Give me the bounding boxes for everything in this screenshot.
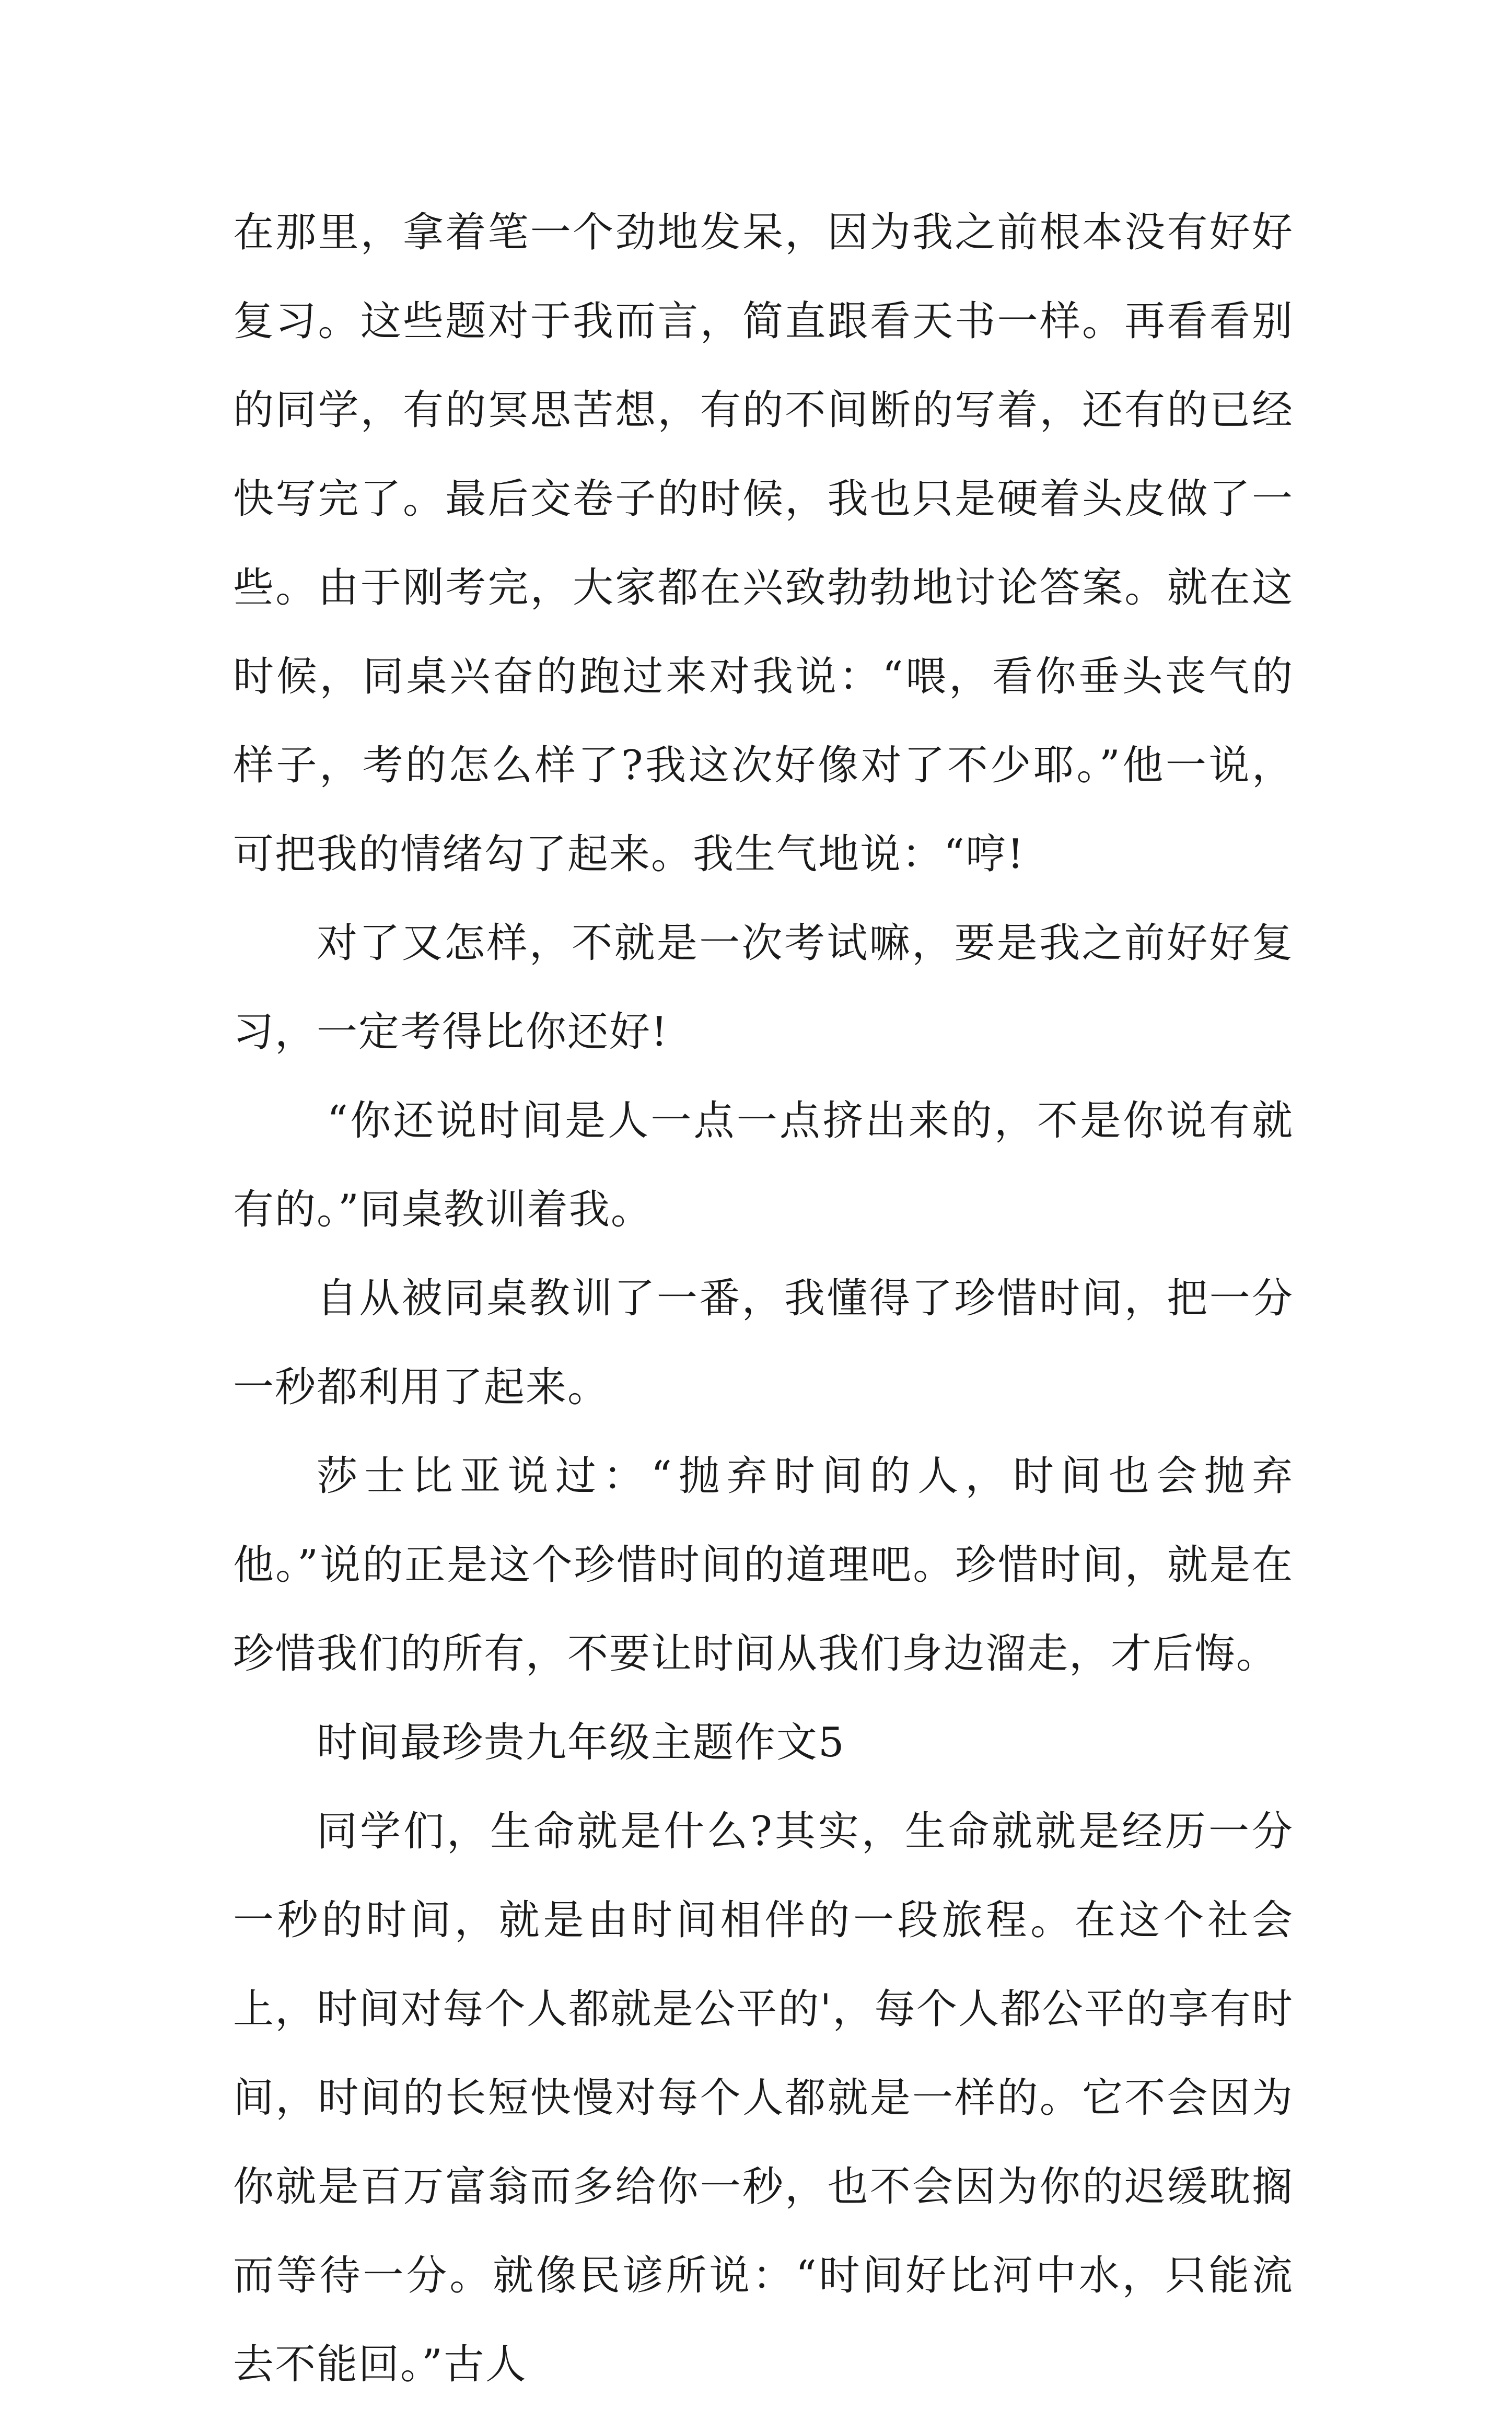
paragraph-deskmate-lecture: “你还说时间是人一点一点挤出来的，不是你说有就有的。”同桌教训着我。: [233, 1097, 1294, 1233]
paragraph-life-and-time: 同学们，生命就是什么?其实，生命就就是经历一分一秒的时间，就是由时间相伴的一段旅程。在这个社会上，时间对每个人都就是公平的'，每个人都公平的享有时间，时间的长短快慢对每个人都就是一样的。它不会因为你就是百万富翁而多给你一秒，也不会因为你的迟缓耽搁而等待一分。就像民谚所说：“时间好比河中水，只能流去不能回。”古人: [233, 1808, 1294, 2388]
essay-section-heading: 时间最珍贵九年级主题作文5: [317, 1719, 845, 1766]
paragraph-shakespeare-quote: 莎士比亚说过：“抛弃时间的人，时间也会抛弃他。”说的正是这个珍惜时间的道理吧。珍惜时间，就是在珍惜我们的所有，不要让时间从我们身边溜走，才后悔。: [233, 1453, 1294, 1677]
paragraph-retort: 对了又怎样，不就是一次考试嘛，要是我之前好好复习，一定考得比你还好!: [233, 920, 1294, 1056]
paragraph-lesson-learned: 自从被同桌教训了一番，我懂得了珍惜时间，把一分一秒都利用了起来。: [233, 1275, 1294, 1411]
paragraph-exam-story: 在那里，拿着笔一个劲地发呆，因为我之前根本没有好好复习。这些题对于我而言，简直跟看天书一样。再看看别的同学，有的冥思苦想，有的不间断的写着，还有的已经快写完了。最后交卷子的时候，我也只是硬着头皮做了一些。由于刚考完，大家都在兴致勃勃地讨论答案。就在这时候，同桌兴奋的跑过来对我说：“喂，看你垂头丧气的样子，考的怎么样了?我这次好像对了不少耶。”他一说，可把我的情绪勾了起来。我生气地说：“哼!: [233, 209, 1294, 878]
essay-body: [233, 188, 1294, 2409]
